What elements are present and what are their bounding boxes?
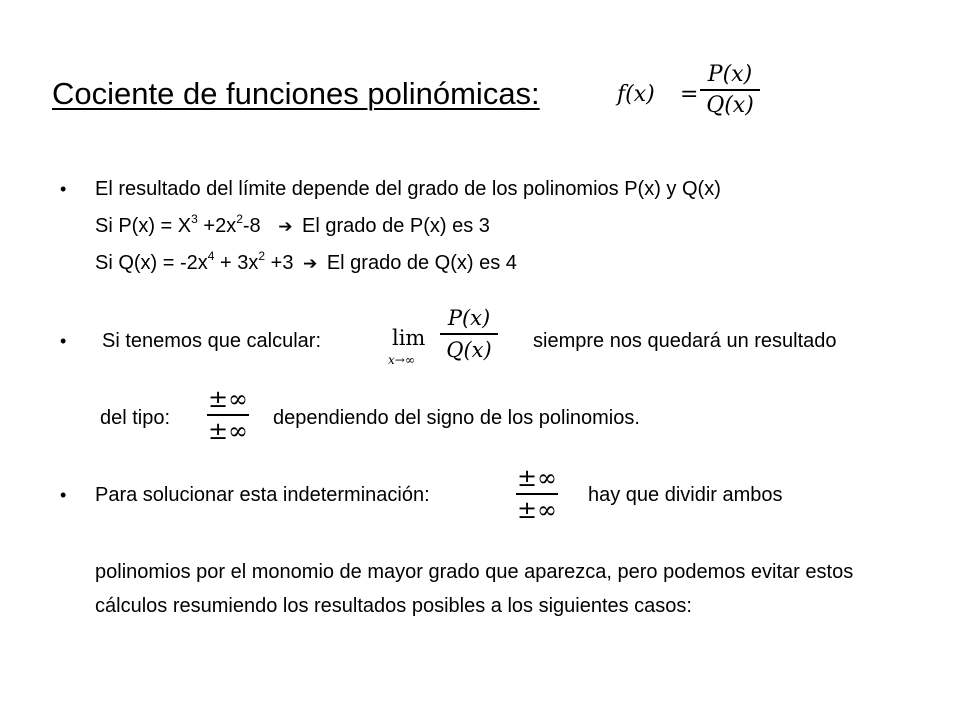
line-sign-dependence: dependiendo del signo de los polinomios.	[273, 407, 640, 429]
title-formula-numerator: P(x)	[707, 62, 753, 87]
line-degree-intro: El resultado del límite depende del grado de los polinomios P(x) y Q(x)	[95, 178, 721, 200]
line-q-degree	[95, 249, 517, 275]
p-expression-part: Si P(x) = X	[95, 215, 192, 237]
limit-numerator: P(x)	[447, 306, 491, 330]
line-solve-intro: Para solucionar esta indeterminación:	[95, 484, 430, 506]
fraction-denominator: ±∞	[207, 416, 249, 445]
bullet-marker: •	[60, 485, 67, 505]
q-expression-part: + 3x	[214, 252, 259, 274]
fraction-numerator: ±∞	[516, 464, 558, 492]
fraction-denominator: ±∞	[516, 495, 558, 524]
q-expression-part: +3	[265, 252, 294, 274]
title-formula-denominator: Q(x)	[706, 93, 754, 118]
line-divide-both: hay que dividir ambos	[588, 484, 783, 506]
arrow-icon: ➔	[303, 254, 318, 274]
q-degree-result: El grado de Q(x) es 4	[326, 252, 517, 274]
p-degree-result: El grado de P(x) es 3	[302, 215, 490, 237]
paragraph-summary: polinomios por el monomio de mayor grado que aparezca, pero podemos evitar estos cálculos resumiendo los resultados posibles a los siguientes casos:	[95, 561, 854, 617]
fraction-bar	[440, 333, 498, 335]
title-formula-equals: =	[680, 82, 699, 107]
fraction-bar	[516, 493, 558, 495]
q-exponent: 4	[207, 249, 215, 263]
line-p-degree	[95, 212, 490, 238]
indeterminate-fraction	[207, 385, 249, 445]
p-expression-part: -8	[242, 215, 261, 237]
fraction-bar	[700, 89, 760, 91]
q-exponent: 2	[258, 249, 266, 263]
p-exponent: 3	[191, 212, 198, 226]
bullet-marker: •	[60, 179, 67, 199]
title-formula-fraction	[700, 62, 760, 118]
line-type-label: del tipo:	[100, 407, 171, 429]
page-title: Cociente de funciones polinómicas:	[52, 76, 540, 111]
q-expression-part: Si Q(x) = -2x	[95, 252, 208, 274]
title-formula-lhs: f(x)	[617, 82, 655, 107]
fraction-numerator: ±∞	[207, 385, 249, 413]
p-exponent: 2	[236, 212, 243, 226]
indeterminate-fraction	[516, 464, 558, 524]
line-calculate-intro: Si tenemos que calcular:	[102, 330, 322, 352]
p-expression-part: +2x	[197, 215, 237, 237]
fraction-bar	[207, 414, 249, 416]
arrow-icon: ➔	[278, 217, 293, 237]
bullet-marker: •	[60, 331, 67, 351]
limit-denominator: Q(x)	[446, 337, 492, 362]
line-result-type: siempre nos quedará un resultado	[533, 330, 837, 352]
limit-subscript: x→∞	[388, 353, 415, 367]
limit-fraction	[440, 306, 498, 362]
limit-operator: lim	[392, 326, 426, 350]
